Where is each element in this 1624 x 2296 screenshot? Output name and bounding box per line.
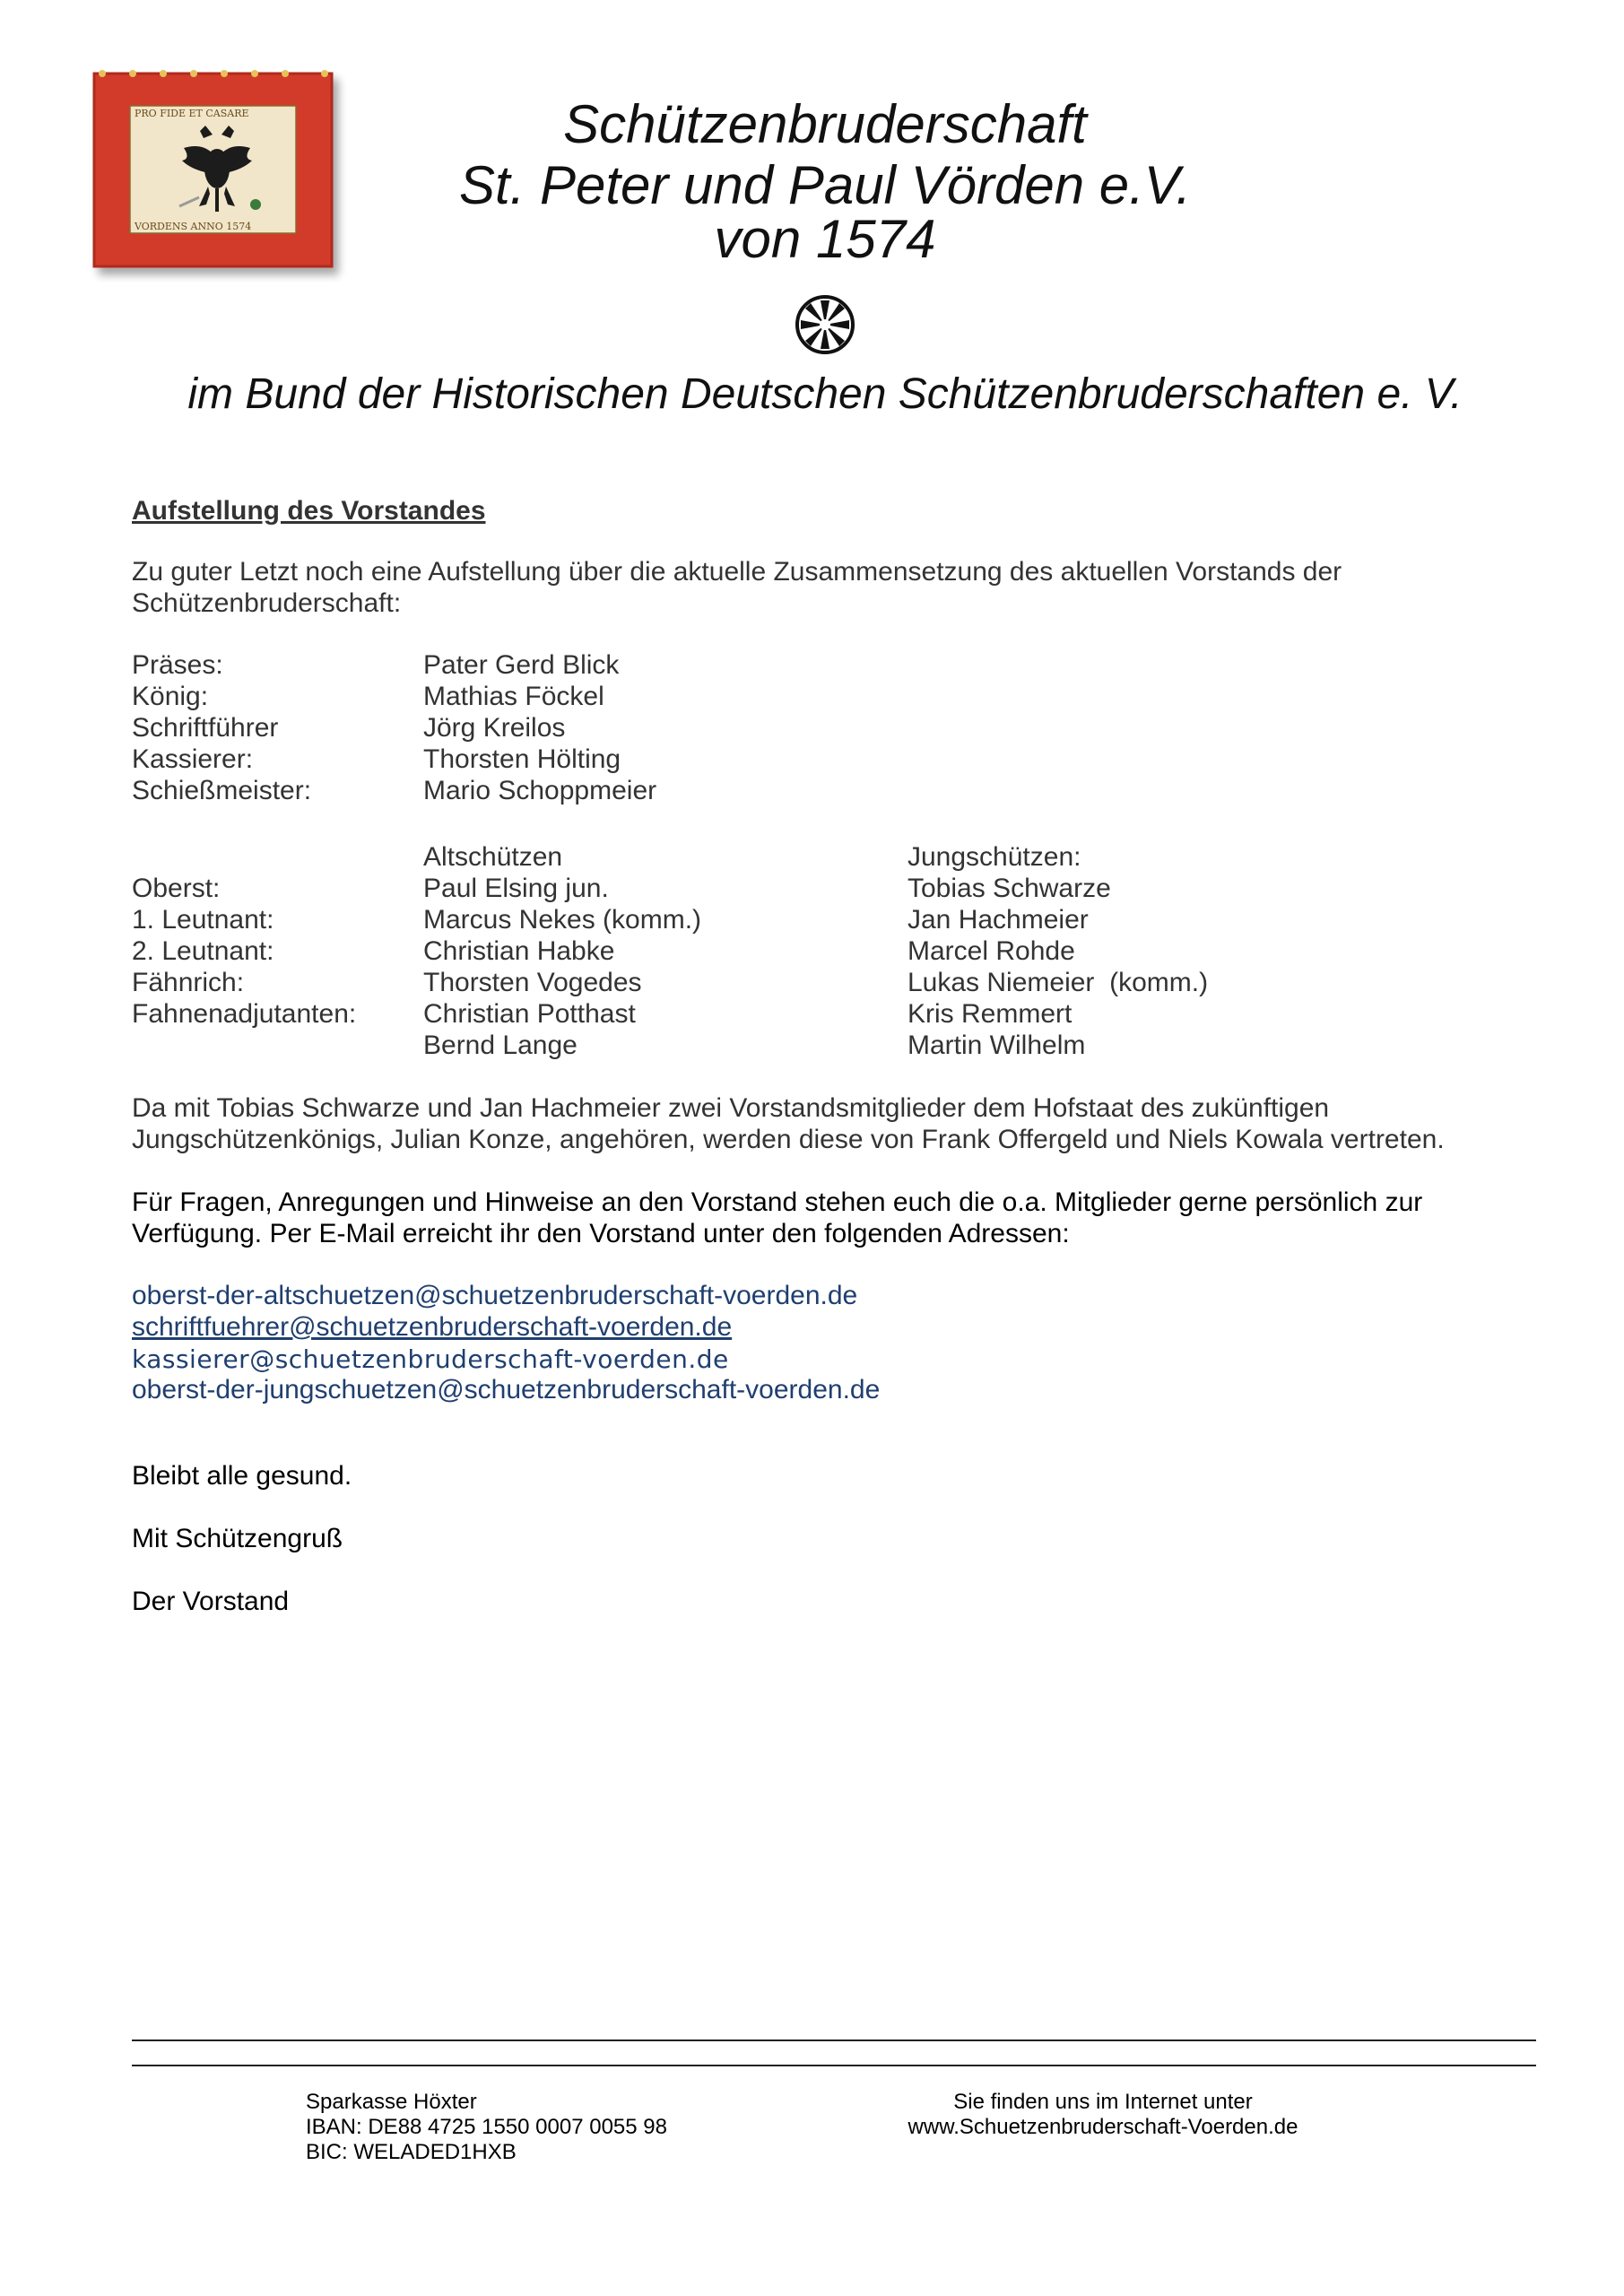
officer-jung: Kris Remmert (908, 999, 1073, 1029)
closing-salutation: Mit Schützengruß (132, 1524, 343, 1553)
officer-role: Fahnenadjutanten: (132, 999, 357, 1029)
footer-bank-name: Sparkasse Höxter (306, 2090, 477, 2114)
banner-bottom-text: VORDENS ANNO 1574 (135, 221, 252, 232)
officer-role: Oberst: (132, 874, 221, 903)
officer-jung: Jan Hachmeier (908, 905, 1089, 935)
officer-jung: Marcel Rohde (908, 936, 1075, 966)
board-role: Präses: (132, 650, 223, 680)
banner-top-text: PRO FIDE ET CASARE (135, 108, 249, 119)
federation-subtitle: im Bund der Historischen Deutschen Schützenbruderschaften e. V. (187, 370, 1463, 418)
board-name: Thorsten Hölting (423, 744, 621, 774)
footer-divider (132, 2065, 1536, 2066)
closing-greeting: Bleibt alle gesund. (132, 1461, 352, 1491)
footer-iban: IBAN: DE88 4725 1550 0007 0055 98 (306, 2115, 667, 2139)
footer-divider (132, 2039, 1536, 2041)
officer-role: 1. Leutnant: (132, 905, 274, 935)
officer-role: Fähnrich: (132, 968, 245, 997)
column-header-altschuetzen: Altschützen (423, 842, 563, 872)
footer-website-link[interactable]: www.Schuetzenbruderschaft-Voerden.de (908, 2115, 1298, 2139)
footer-bic: BIC: WELADED1HXB (306, 2140, 517, 2164)
intro-paragraph: Zu guter Letzt noch eine Aufstellung über die aktuelle Zusammensetzung des aktuellen Vorstands der Schützenbruderschaft: (132, 557, 1342, 618)
contact-paragraph: Für Fragen, Anregungen und Hinweise an den Vorstand stehen euch die o.a. Mitglieder gerne persönlich zur Verfügung. Per E-Mail erreicht ihr den Vorstand unter den folgenden Adressen: (132, 1187, 1423, 1248)
officer-alt: Christian Habke (423, 936, 615, 966)
email-oberst-jungschuetzen-link[interactable]: oberst-der-jungschuetzen@schuetzenbruderschaft-voerden.de (132, 1375, 881, 1405)
email-oberst-altschuetzen-link[interactable]: oberst-der-altschuetzen@schuetzenbruderschaft-voerden.de (132, 1281, 858, 1310)
officer-alt: Bernd Lange (423, 1031, 578, 1060)
board-name: Mathias Föckel (423, 682, 604, 711)
column-header-jungschuetzen: Jungschützen: (908, 842, 1081, 872)
board-role: König: (132, 682, 209, 711)
closing-signature: Der Vorstand (132, 1587, 290, 1616)
board-role: Kassierer: (132, 744, 254, 774)
email-schriftfuehrer-link[interactable]: schriftfuehrer@schuetzenbruderschaft-voerden.de (132, 1312, 733, 1342)
section-heading: Aufstellung des Vorstandes (132, 496, 486, 526)
officer-alt: Thorsten Vogedes (423, 968, 642, 997)
officer-alt: Christian Potthast (423, 999, 636, 1029)
org-name: St. Peter und Paul Vörden e.V. (458, 155, 1192, 215)
board-name: Jörg Kreilos (423, 713, 566, 743)
board-role: Schießmeister: (132, 776, 312, 805)
officer-alt: Paul Elsing jun. (423, 874, 609, 903)
org-founding-year: von 1574 (714, 209, 936, 269)
footer-web-label: Sie finden uns im Internet unter (953, 2090, 1253, 2114)
officer-jung: Martin Wilhelm (908, 1031, 1086, 1060)
officer-jung: Lukas Niemeier (komm.) (908, 968, 1209, 997)
email-kassierer-link[interactable]: kassierer@schuetzenbruderschaft-voerden.de (132, 1344, 729, 1374)
org-title: Schützenbruderschaft (563, 94, 1087, 154)
banner-image (90, 63, 350, 283)
officer-alt: Marcus Nekes (komm.) (423, 905, 702, 935)
officer-role: 2. Leutnant: (132, 936, 274, 966)
board-role: Schriftführer (132, 713, 279, 743)
substitution-note: Da mit Tobias Schwarze und Jan Hachmeier zwei Vorstandsmitglieder dem Hofstaat des zukünftigen Jungschützenkönigs, Julian Konze, angehören, werden diese von Frank Offergeld und Niels Kowala vertreten. (132, 1093, 1445, 1154)
board-name: Pater Gerd Blick (423, 650, 620, 680)
st-sebastian-cross-icon (794, 293, 856, 356)
board-name: Mario Schoppmeier (423, 776, 657, 805)
officer-jung: Tobias Schwarze (908, 874, 1111, 903)
